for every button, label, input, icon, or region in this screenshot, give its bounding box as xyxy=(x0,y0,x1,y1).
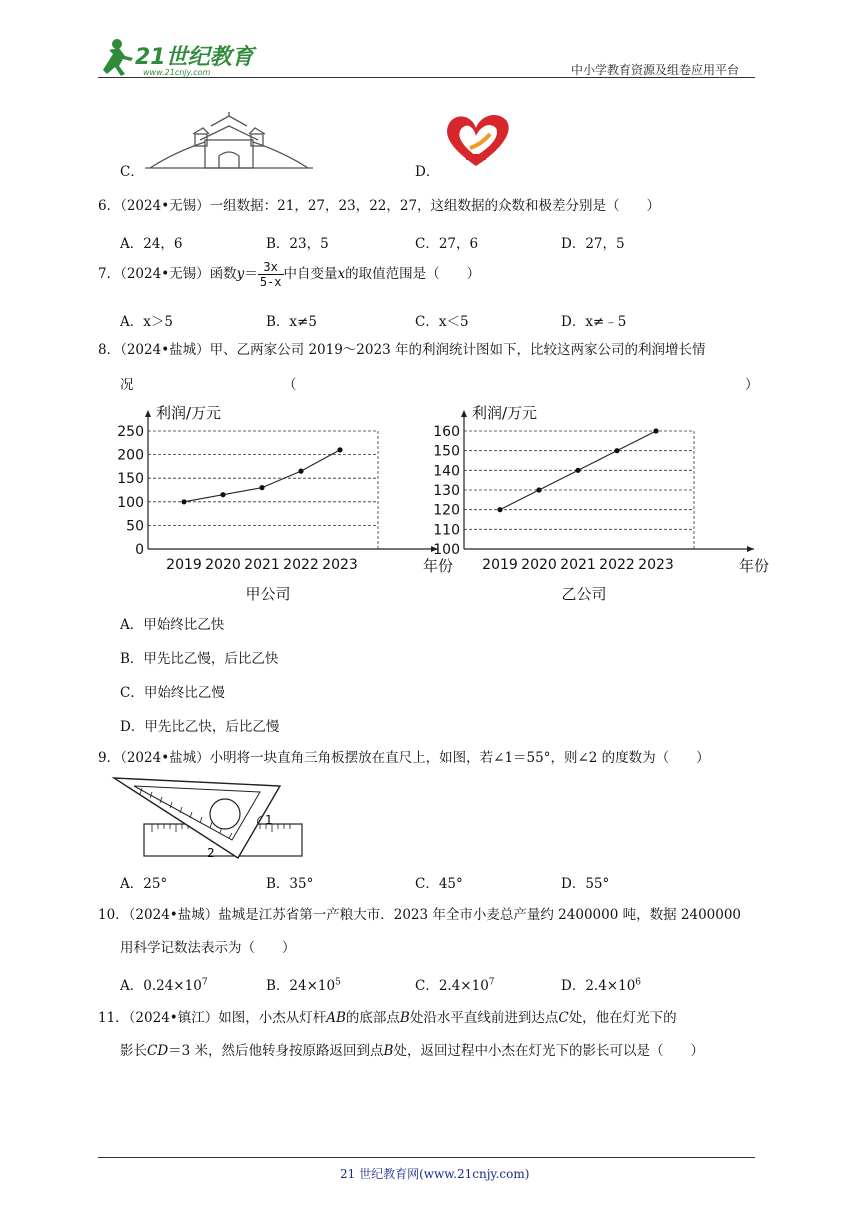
q7-fraction-denominator: 5-x xyxy=(259,275,282,289)
header-platform-text: 中小学教育资源及组卷应用平台 xyxy=(571,63,740,77)
q6-option-d: D．27，5 xyxy=(561,236,625,252)
heart-logo-image xyxy=(440,108,515,174)
q11-var-b: B xyxy=(399,1010,410,1026)
angle-label-2: 2 xyxy=(207,846,215,860)
q9-stem: 9．（2024•盐城）小明将一块直角三角板摆放在直尺上，如图，若∠1＝55°，则∠2 的度数为（ ） xyxy=(98,750,710,766)
c1-y-tick-label: 160 xyxy=(433,424,460,440)
c0-x-tick-label: 2019 xyxy=(166,557,202,573)
c0-y-tick-label: 50 xyxy=(126,518,144,535)
q10-option-c xyxy=(415,974,495,994)
q11-stem-line1 xyxy=(98,1008,677,1028)
q7-equals: ＝ xyxy=(244,266,258,282)
c0-x-tick-label: 2021 xyxy=(244,557,280,573)
q11-line2-part-b: ＝3 米，然后他转身按原路返回到点 xyxy=(168,1043,384,1059)
c0-data-point xyxy=(337,447,342,452)
q8-option-b: B．甲先比乙慢，后比乙快 xyxy=(120,651,279,667)
c0-data-point xyxy=(298,469,303,474)
q7-var-y: y xyxy=(236,266,245,282)
q11-line1-part-d: 处，他在灯光下的 xyxy=(568,1010,677,1026)
q9-option-d: D．55° xyxy=(561,876,610,892)
q11-var-b2: B xyxy=(383,1043,394,1059)
c1-x-axis-label: 年份 xyxy=(739,557,770,575)
c1-data-point xyxy=(536,487,541,492)
q11-var-c: C xyxy=(558,1010,569,1026)
q7-fraction-numerator: 3x xyxy=(258,260,284,275)
q8-stem-paren-close: ） xyxy=(745,377,759,393)
q10-option-b-exponent: 5 xyxy=(335,977,341,988)
c0-y-tick-label: 0 xyxy=(135,542,144,558)
q7-var-x: x xyxy=(337,266,346,282)
c1-x-tick-label: 2020 xyxy=(521,557,557,573)
c0-y-axis-label: 利润/万元 xyxy=(156,404,222,422)
logo-text: 21世纪教育 xyxy=(135,45,254,70)
q7-fraction xyxy=(258,260,284,289)
c0-x-tick-label: 2022 xyxy=(283,557,319,573)
c1-y-axis-label: 利润/万元 xyxy=(472,404,538,422)
q11-var-cd: CD xyxy=(147,1043,169,1059)
q11-line1-part-b: 的底部点 xyxy=(345,1010,400,1026)
triangle-ruler-figure xyxy=(112,776,307,862)
c1-y-tick-label: 150 xyxy=(433,443,460,460)
q9-option-b: B．35° xyxy=(266,876,314,892)
c0-data-point xyxy=(181,499,186,504)
c0-x-axis-label: 年份 xyxy=(423,557,454,575)
angle-label-1: 1 xyxy=(265,813,273,827)
c0-y-axis-arrow xyxy=(145,410,151,417)
q5-option-c-label: C． xyxy=(120,164,144,180)
q10-stem-line2: 用科学记数法表示为（ ） xyxy=(120,940,296,956)
q9-option-c: C．45° xyxy=(415,876,463,892)
c1-data-point xyxy=(575,468,580,473)
q8-stem-line1: 8．（2024•盐城）甲、乙两家公司 2019～2023 年的利润统计图如下，比较这两家公司的利润增长情 xyxy=(98,342,706,358)
site-logo xyxy=(95,36,265,78)
q10-option-b-base: B．24×10 xyxy=(266,978,336,994)
c1-x-tick-label: 2019 xyxy=(482,557,518,573)
c1-x-axis-arrow xyxy=(747,546,754,552)
q10-option-d-exponent: 6 xyxy=(635,977,642,988)
c1-y-tick-label: 140 xyxy=(433,463,460,480)
q7-stem-prefix: 7．（2024•无锡）函数 xyxy=(98,266,237,282)
q11-line2-part-c: 处，返回过程中小杰在灯光下的影长可以是（ ） xyxy=(393,1043,704,1059)
c0-y-tick-label: 100 xyxy=(117,494,144,511)
q10-option-b xyxy=(266,974,341,994)
chart-yi-company xyxy=(428,396,770,606)
c0-x-tick-label: 2020 xyxy=(205,557,241,573)
c0-data-point xyxy=(259,485,264,490)
q6-option-a: A．24，6 xyxy=(120,236,183,252)
q10-stem-line1: 10．（2024•盐城）盐城是江苏省第一产粮大市．2023 年全市小麦总产量约 2400000 吨，数据 2400000 xyxy=(98,907,742,923)
q6-option-b: B．23，5 xyxy=(266,236,329,252)
q8-stem-line2-start: 况 xyxy=(120,377,134,393)
c1-y-tick-label: 120 xyxy=(433,502,460,519)
c0-y-tick-label: 200 xyxy=(117,447,144,464)
c1-y-tick-label: 130 xyxy=(433,483,460,499)
c1-y-tick-label: 110 xyxy=(433,522,460,539)
c1-chart-title: 乙公司 xyxy=(561,585,607,603)
q6-option-c: C．27，6 xyxy=(415,236,479,252)
q8-stem-paren-open: （ xyxy=(283,377,297,393)
c0-data-point xyxy=(220,492,225,497)
c1-y-tick-label: 100 xyxy=(433,542,460,558)
c1-data-point xyxy=(653,428,658,433)
q8-option-a: A．甲始终比乙快 xyxy=(120,617,225,633)
c1-x-tick-label: 2021 xyxy=(560,557,596,573)
q11-line2-part-a: 影长 xyxy=(120,1043,147,1059)
q8-option-c: C．甲始终比乙慢 xyxy=(120,685,225,701)
c1-x-tick-label: 2023 xyxy=(638,557,674,573)
footer-rule xyxy=(98,1157,755,1158)
c1-data-point xyxy=(497,507,502,512)
q11-line1-part-c: 处沿水平直线前进到达点 xyxy=(409,1010,559,1026)
c0-y-tick-label: 250 xyxy=(117,424,144,440)
footer-text: 21 世纪教育网(www.21cnjy.com) xyxy=(340,1167,530,1181)
q5-option-d-label: D． xyxy=(415,164,440,180)
c1-data-point xyxy=(614,448,619,453)
c0-chart-title: 甲公司 xyxy=(245,585,291,603)
q7-stem-mid: 中自变量 xyxy=(283,266,338,282)
q9-option-a: A．25° xyxy=(120,876,168,892)
q10-option-c-base: C．2.4×10 xyxy=(415,978,489,994)
c0-y-tick-label: 150 xyxy=(117,471,144,488)
q10-option-a xyxy=(120,974,208,994)
c0-x-tick-label: 2023 xyxy=(322,557,358,573)
q8-option-d: D．甲先比乙快，后比乙慢 xyxy=(120,719,280,735)
header-rule xyxy=(98,77,755,78)
c1-y-axis-arrow xyxy=(461,410,467,417)
q6-stem: 6．（2024•无锡）一组数据：21，27，23，22，27，这组数据的众数和极差分别是（ ） xyxy=(98,198,661,214)
q7-option-c: C．x＜5 xyxy=(415,314,469,330)
q7-option-b: B．x≠5 xyxy=(266,314,317,330)
q7-option-d: D．x≠﹣5 xyxy=(561,314,627,330)
q10-option-d xyxy=(561,974,641,994)
q11-line1-part-a: 11．（2024•镇江）如图，小杰从灯杆 xyxy=(98,1010,327,1026)
logo-url: www.21cnjy.com xyxy=(143,68,211,77)
q7-option-a: A．x＞5 xyxy=(120,314,173,330)
q10-option-a-exponent: 7 xyxy=(201,977,208,988)
q11-var-ab: AB xyxy=(326,1010,346,1026)
q11-stem-line2 xyxy=(120,1041,704,1061)
q10-option-a-base: A．0.24×10 xyxy=(120,978,202,994)
q10-option-d-base: D．2.4×10 xyxy=(561,978,636,994)
c0-series-line xyxy=(184,450,340,502)
q10-option-c-exponent: 7 xyxy=(488,977,495,988)
q7-stem-suffix: 的取值范围是（ ） xyxy=(345,266,481,282)
c1-x-tick-label: 2022 xyxy=(599,557,635,573)
q7-stem xyxy=(98,260,480,289)
pavilion-image xyxy=(145,112,315,172)
